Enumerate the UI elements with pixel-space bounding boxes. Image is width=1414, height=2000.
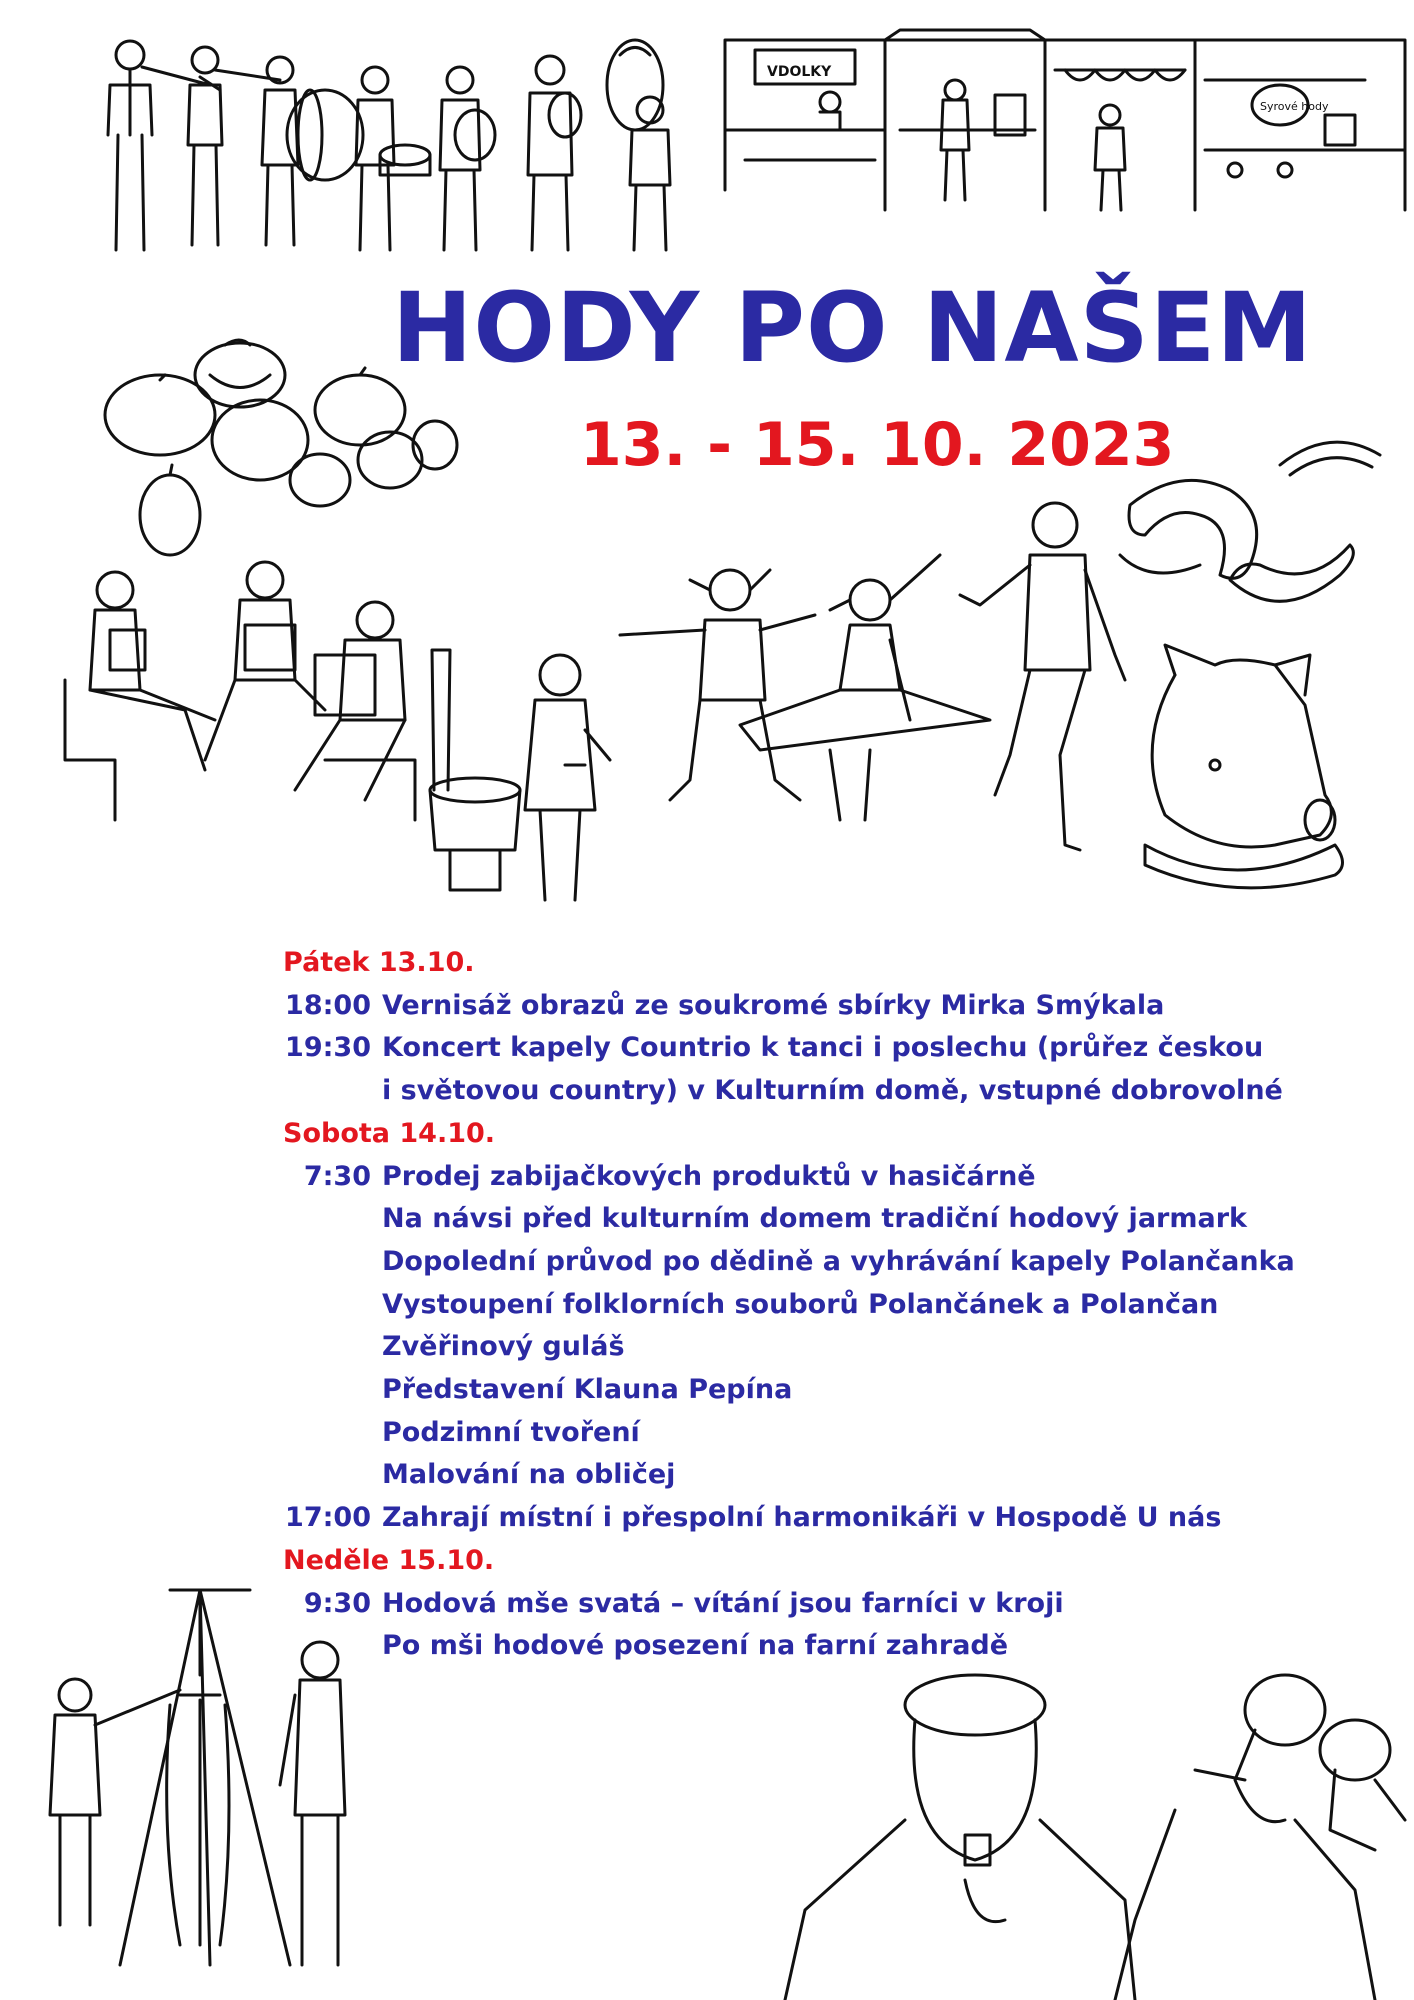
event-dates: 13. - 15. 10. 2023 [580,410,1175,480]
event-text: Zvěřinový guláš [382,1331,625,1363]
schedule-item [283,1284,1343,1327]
schedule-item [283,1198,1343,1241]
schedule-item [283,1369,1343,1412]
program-schedule [283,942,1343,1668]
event-text: Vernisáž obrazů ze soukromé sbírky Mirka Smýkala [382,989,1165,1021]
schedule-item [283,1625,1343,1668]
schedule-item [283,1497,1343,1540]
event-text: Hodová mše svatá – vítání jsou farníci v kroji [382,1587,1064,1619]
event-text: Vystoupení folklorních souborů Polančánek a Polančan [382,1288,1219,1320]
market-stalls-illustration [725,20,1405,210]
schedule-item [283,1241,1343,1284]
schedule-item [283,1412,1343,1455]
schedule-item [283,985,1343,1028]
schedule-item [283,1326,1343,1369]
event-time: 18:00 [285,989,371,1021]
men-drinking-illustration [775,1670,1405,2000]
event-time: 17:00 [285,1502,371,1534]
event-text: Na návsi před kulturním domem tradiční hodový jarmark [382,1203,1247,1235]
schedule-item [283,1583,1343,1626]
event-text: Malování na obličej [382,1459,676,1491]
schedule-item [283,1027,1343,1070]
event-text: Prodej zabijačkových produktů v hasičárně [382,1160,1036,1192]
sign-2-text: Syrové hody [1260,100,1329,113]
event-text: Dopolední průvod po dědině a vyhrávání kapely Polančanka [382,1245,1295,1277]
event-time: 19:30 [285,1032,371,1064]
event-text: i světovou country) v Kulturním domě, vstupné dobrovolné [382,1075,1283,1107]
day-heading-saturday: Sobota 14.10. [283,1117,496,1149]
event-text: Představení Klauna Pepína [382,1374,793,1406]
schedule-item [283,1070,1343,1113]
dancing-man-illustration [960,495,1140,855]
event-time: 9:30 [303,1587,371,1619]
schedule-item [283,1156,1343,1199]
day-heading-friday: Pátek 13.10. [283,947,475,978]
event-text: Po mši hodové posezení na farní zahradě [382,1630,1009,1662]
stove-woman-illustration [420,640,620,910]
folk-dancers-illustration [600,550,1000,850]
day-heading-sunday: Neděle 15.10. [283,1544,495,1576]
event-text: Koncert kapely Countrio k tanci i poslechu (průřez českou [382,1032,1264,1064]
schedule-item [283,1454,1343,1497]
event-time: 7:30 [303,1160,371,1192]
event-text: Zahrají místní i přespolní harmonikáři v Hospodě U nás [382,1502,1222,1534]
event-text: Podzimní tvoření [382,1416,640,1448]
accordion-players-illustration [55,560,425,820]
pig-head-illustration [1135,645,1350,890]
brass-band-illustration [90,25,710,265]
stall-sign-text: VDOLKY [767,64,832,80]
poster-title: HODY PO NAŠEM [392,272,1313,384]
